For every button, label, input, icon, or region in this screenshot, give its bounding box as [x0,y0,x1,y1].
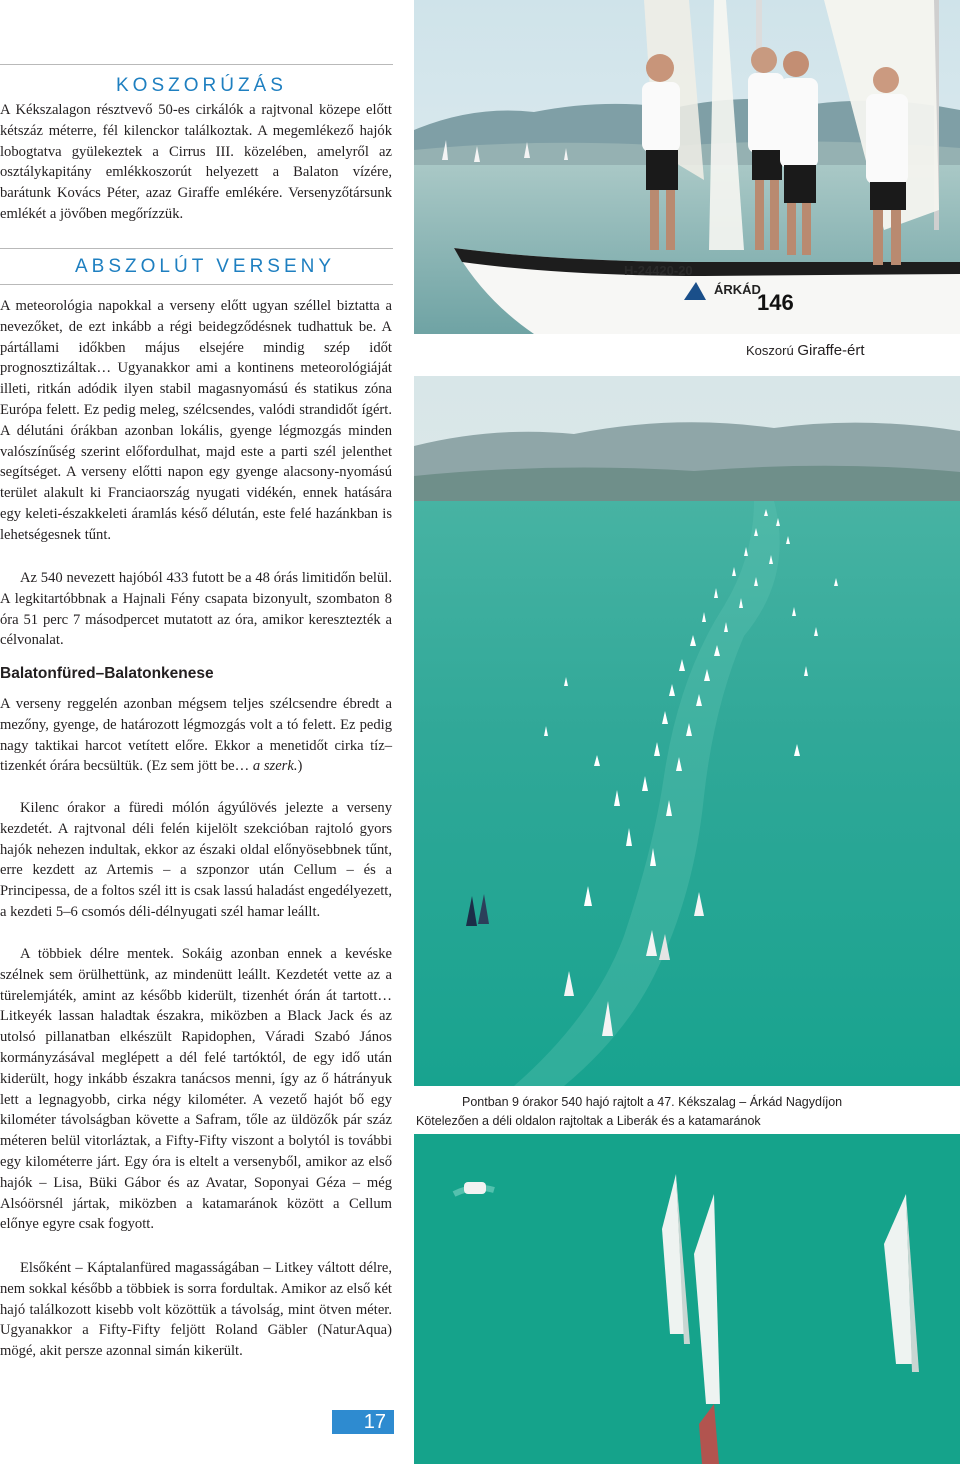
hull-number: 146 [757,290,794,315]
caption-photo-1-b: Giraffe-ért [797,342,865,359]
route-paragraph-2: Kilenc órakor a füredi mólón ágyúlövés jelezte a verseny kezdetét. A rajtvonal déli felén kijelölt szekcióban rajtoló gyors hajók nehezen indultak, ekkor az északi oldal előnyösebbnek tűnt, erre kezdett az Artemis – a szponzor után Cellum – és a Principessa, de a foltos szél itt is csak lassú haladást engedélyezett, a kezdeti 5–6 csomós déli-délnyugati szél hamar leállt. [0,800,392,920]
route-paragraph-1 [0,694,392,777]
section-title-koszoruzas: KOSZORÚZÁS [116,75,287,96]
route-paragraph-1-end: ) [297,758,303,775]
caption-photo-2-line-1: Pontban 9 órakor 540 hajó rajtolt a 47. Kékszalag – Árkád Nagydíjon [462,1095,843,1109]
caption-photo-2-line-2: Kötelezően a déli oldalon rajtoltak a Liberák és a katamaránok [416,1114,761,1128]
abszolut-paragraph-2: Az 540 nevezett hajóból 433 futott be a 48 órás limitidőn belül. A legkitartóbbnak a Hajnali Fény csapata bizonyult, szombaton 8 óra 51 perc 7 másodpercet mutatott az óra, amikor keresztezték a célvonalat. [0,570,392,649]
page-number: 17 [332,1410,394,1434]
route-paragraph-3: A többiek délre mentek. Sokáig azonban ennek a kevéske szélnek sem örülhettünk, az mindenütt leállt. Kezdetét vette az a türelemjáték, amint az később kiderült, tizenhét órán át tartott… Litkeyék lassan haladtak északra, miközben a Black Jack és az utolsó pillanatban elkészült Rapidophen, Váradi Szabó János kormányzásával meglépett a dél felé tartóktól, de egy idő után kiderült, hogy inkább északra tanácsos menni, így az ő hátrányuk lett a legnagyobb, cirka négy kilométer. A vezető hajót bő egy kilométer távolságban követte a Safram, tőle az üldözők pár száz méteren belül vitorláztak, a Fifty-Fifty viszont a bolytól is további egy kilométerre járt. Egy óra is eltelt a versenyből, amikor az első hajók – Lisa, Büki Gábor és az Avatar, Soponyai Géza – még Alsóörsnél jártak, miközben a katamaránok között a Cellum előnye egyre csak fogyott. [0,946,392,1233]
koszoruzas-paragraph: A Kékszalagon résztvevő 50-es cirkálók a rajtvonal közepe előtt kétszáz méterre, fél kilenckor találkoztak. A megemlékező hajók lobogtatva gyülekeztek a Cirrus III. közelében, amelyről az osztálykapitány emlékkoszorút helyezett a Balaton vízére, barátunk Kovács Péter, azaz Giraffe emlékére. Versenyzőtársunk emlékét a jövőben megőrízzük. [0,102,392,222]
photo-catamarans-aerial [414,1134,960,1464]
catamarans-image [414,1134,960,1464]
hull-registration: H-24420-20 [624,263,693,278]
caption-photo-1-a: Koszorú [746,343,798,358]
aerial-fleet-image [414,376,960,1086]
section-rule [0,284,393,285]
route-paragraph-4: Elsőként – Káptalanfüred magasságában – Litkey váltott délre, nem sokkal később a többiek is sorra fordultak. Amikor az első két hajó találkozott kisebb volt közöttük a távolság, mint ötven méter. Ugyanakkor a Fifty-Fifty feljött Roland Gäbler (NaturAqua) mögé, akit persze azonnal simán kikerült. [0,1260,392,1360]
section-title-abszolut-verseny: ABSZOLÚT VERSENY [75,256,336,277]
subhead-route: Balatonfüred–Balatonkenese [0,665,214,682]
photo-crew-on-yacht [414,0,960,334]
section-rule [0,248,393,249]
hull-name: ÁRKÁD [714,282,761,297]
crew-yacht-image [414,0,960,334]
editor-note: a szerk. [252,758,298,775]
abszolut-paragraph-1: A meteorológia napokkal a verseny előtt ugyan széllel biztatta a nevezőket, de ezt inkább a régi beidegződésnek tudhattuk be. A pártállami időkben május elsejére mindig szép időt prognosztizáltak… Ugyanakkor ami a kontinens meteorológiáját illeti, ritkán adódik ilyen stabil magasnyomású és statikus zóna Európa felett. Ez pedig meleg, szélcsendes, valódi strandidőt ígért. A délutáni órákban azonban lokális, gyenge légmozgás minden valószínűség szerint előfordulhat, majd este a parti szél jelenthet segítséget. A verseny előtti napon egy gyenge alacsony-nyomású terület alakult ki Franciaország nyugati vidékén, ennek hatására egy keleti-északkeleti áramlás késő délután, este felé hazánkban is lehetségesnek tűnt. [0,298,392,543]
caption-photo-1 [746,342,865,359]
route-paragraph-1-text: A verseny reggelén azonban mégsem teljes szélcsendre ébredt a mezőny, gyenge, de határozott légmozgás volt a tó felett. Ez pedig nagy taktikai harcot vetített előre. Ekkor a menetidőt cirka tíz–tizenkét órára becsültük. (Ez sem jött be… [0,696,392,775]
photo-aerial-fleet [414,376,960,1086]
section-rule [0,64,393,65]
